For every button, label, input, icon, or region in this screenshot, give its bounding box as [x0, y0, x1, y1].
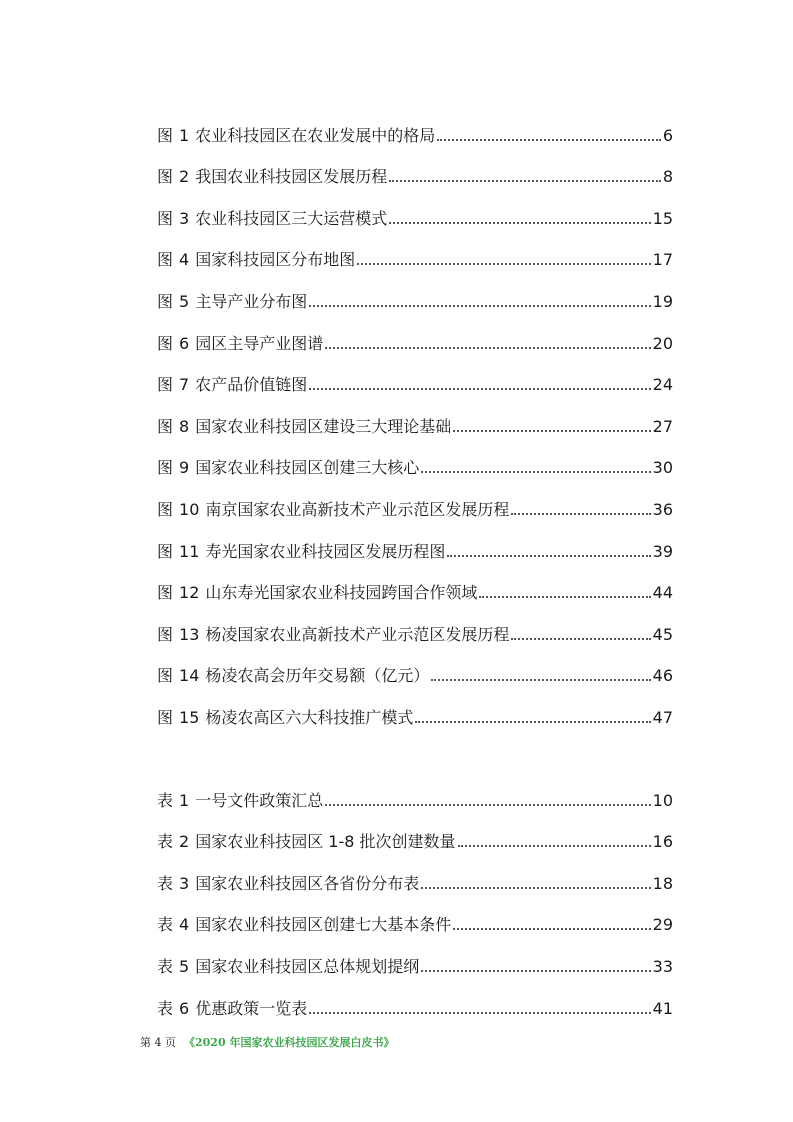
figure-page-number: 24 — [652, 375, 673, 395]
figure-page-number: 39 — [652, 541, 673, 561]
figure-entry[interactable] — [157, 437, 673, 479]
figure-number: 6 — [179, 333, 190, 353]
figure-entry[interactable] — [157, 270, 673, 312]
figure-page-number: 19 — [652, 291, 673, 311]
figure-label: 图 — [157, 167, 174, 187]
dot-leader — [309, 388, 650, 390]
table-label: 表 — [157, 915, 174, 935]
figure-title: 国家农业科技园区建设三大理论基础 — [195, 416, 452, 436]
figure-title: 南京国家农业高新技术产业示范区发展历程 — [205, 499, 510, 519]
dot-leader — [389, 180, 661, 182]
figure-entry[interactable] — [157, 478, 673, 520]
figure-entry[interactable] — [157, 562, 673, 604]
figure-entry[interactable] — [157, 229, 673, 271]
figure-entry[interactable] — [157, 187, 673, 229]
figure-title: 国家科技园区分布地图 — [195, 250, 356, 270]
figure-number: 13 — [179, 624, 200, 644]
figure-label: 图 — [157, 541, 174, 561]
figure-title: 国家农业科技园区创建三大核心 — [195, 458, 420, 478]
figure-entry[interactable] — [157, 603, 673, 645]
table-entry[interactable] — [157, 852, 673, 894]
dot-leader — [511, 638, 650, 640]
dot-leader — [421, 970, 650, 972]
footer-document-title: 《2020 年国家农业科技园区发展白皮书》 — [184, 1036, 395, 1049]
figure-title: 杨凌国家农业高新技术产业示范区发展历程 — [205, 624, 510, 644]
footer-page-number: 第 4 页 — [140, 1036, 176, 1049]
figure-title: 山东寿光国家农业科技园跨国合作领域 — [205, 583, 478, 603]
table-page-number: 33 — [652, 956, 673, 976]
figure-number: 12 — [179, 583, 200, 603]
figure-page-number: 8 — [662, 167, 673, 187]
table-page-number: 18 — [652, 873, 673, 893]
figure-number: 4 — [179, 250, 190, 270]
dot-leader — [325, 347, 650, 349]
figure-number: 9 — [179, 458, 190, 478]
figure-page-number: 6 — [662, 125, 673, 145]
figure-label: 图 — [157, 707, 174, 727]
dot-leader — [421, 471, 650, 473]
table-title: 国家农业科技园区总体规划提纲 — [195, 956, 420, 976]
figure-label: 图 — [157, 375, 174, 395]
figure-number: 8 — [179, 416, 190, 436]
figure-label: 图 — [157, 250, 174, 270]
table-page-number: 41 — [652, 998, 673, 1018]
table-number: 6 — [179, 998, 190, 1018]
table-list — [157, 769, 673, 1019]
figure-number: 15 — [179, 707, 200, 727]
table-title: 国家农业科技园区创建七大基本条件 — [195, 915, 452, 935]
table-entry[interactable] — [157, 811, 673, 853]
table-page-number: 16 — [652, 832, 673, 852]
table-title: 国家农业科技园区 1-8 批次创建数量 — [195, 832, 456, 852]
table-entry[interactable] — [157, 977, 673, 1019]
table-page-number: 10 — [652, 790, 673, 810]
figure-number: 5 — [179, 291, 190, 311]
dot-leader — [309, 305, 650, 307]
dot-leader — [325, 804, 650, 806]
figure-label: 图 — [157, 208, 174, 228]
figure-page-number: 15 — [652, 208, 673, 228]
figure-entry[interactable] — [157, 146, 673, 188]
figure-page-number: 46 — [652, 666, 673, 686]
figure-entry[interactable] — [157, 312, 673, 354]
dot-leader — [357, 263, 650, 265]
figure-label: 图 — [157, 125, 174, 145]
table-page-number: 29 — [652, 915, 673, 935]
figure-number: 2 — [179, 167, 190, 187]
dot-leader — [389, 222, 650, 224]
figure-title: 杨凌农高会历年交易额（亿元） — [205, 666, 430, 686]
figure-page-number: 36 — [652, 499, 673, 519]
figure-number: 10 — [179, 499, 200, 519]
figure-title: 主导产业分布图 — [195, 291, 308, 311]
figure-number: 7 — [179, 375, 190, 395]
figure-label: 图 — [157, 583, 174, 603]
dot-leader — [421, 887, 650, 889]
figure-page-number: 44 — [652, 583, 673, 603]
figure-number: 11 — [179, 541, 200, 561]
figure-page-number: 45 — [652, 624, 673, 644]
table-entry[interactable] — [157, 769, 673, 811]
table-label: 表 — [157, 956, 174, 976]
figure-page-number: 17 — [652, 250, 673, 270]
figure-entry[interactable] — [157, 686, 673, 728]
table-label: 表 — [157, 998, 174, 1018]
figure-label: 图 — [157, 291, 174, 311]
figure-number: 14 — [179, 666, 200, 686]
table-title: 优惠政策一览表 — [195, 998, 308, 1018]
table-entry[interactable] — [157, 894, 673, 936]
figure-label: 图 — [157, 624, 174, 644]
figure-entry[interactable] — [157, 354, 673, 396]
table-entry[interactable] — [157, 935, 673, 977]
table-number: 3 — [179, 873, 190, 893]
figure-label: 图 — [157, 499, 174, 519]
figure-number: 1 — [179, 125, 190, 145]
table-title: 国家农业科技园区各省份分布表 — [195, 873, 420, 893]
figure-title: 农业科技园区在农业发展中的格局 — [195, 125, 436, 145]
dot-leader — [458, 845, 651, 847]
figure-label: 图 — [157, 458, 174, 478]
table-title: 一号文件政策汇总 — [195, 790, 324, 810]
page-footer — [140, 1034, 394, 1050]
dot-leader — [415, 721, 650, 723]
dot-leader — [479, 596, 650, 598]
table-number: 5 — [179, 956, 190, 976]
figure-title: 我国农业科技园区发展历程 — [195, 167, 388, 187]
table-number: 1 — [179, 790, 190, 810]
dot-leader — [447, 555, 650, 557]
figure-label: 图 — [157, 333, 174, 353]
figure-list — [157, 104, 673, 728]
dot-leader — [453, 430, 650, 432]
figure-number: 3 — [179, 208, 190, 228]
figure-page-number: 47 — [652, 707, 673, 727]
table-label: 表 — [157, 832, 174, 852]
figure-entry[interactable] — [157, 104, 673, 146]
figure-entry[interactable] — [157, 395, 673, 437]
table-number: 4 — [179, 915, 190, 935]
dot-leader — [453, 928, 650, 930]
table-number: 2 — [179, 832, 190, 852]
dot-leader — [309, 1012, 650, 1014]
table-label: 表 — [157, 790, 174, 810]
dot-leader — [511, 513, 650, 515]
figure-page-number: 27 — [652, 416, 673, 436]
figure-label: 图 — [157, 666, 174, 686]
figure-title: 园区主导产业图谱 — [195, 333, 324, 353]
figure-entry[interactable] — [157, 520, 673, 562]
figure-label: 图 — [157, 416, 174, 436]
figure-title: 农业科技园区三大运营模式 — [195, 208, 388, 228]
figure-title: 杨凌农高区六大科技推广模式 — [205, 707, 414, 727]
figure-title: 农产品价值链图 — [195, 375, 308, 395]
table-label: 表 — [157, 873, 174, 893]
figure-page-number: 20 — [652, 333, 673, 353]
dot-leader — [437, 139, 661, 141]
dot-leader — [431, 679, 650, 681]
figure-title: 寿光国家农业科技园区发展历程图 — [205, 541, 446, 561]
figure-page-number: 30 — [652, 458, 673, 478]
figure-entry[interactable] — [157, 645, 673, 687]
